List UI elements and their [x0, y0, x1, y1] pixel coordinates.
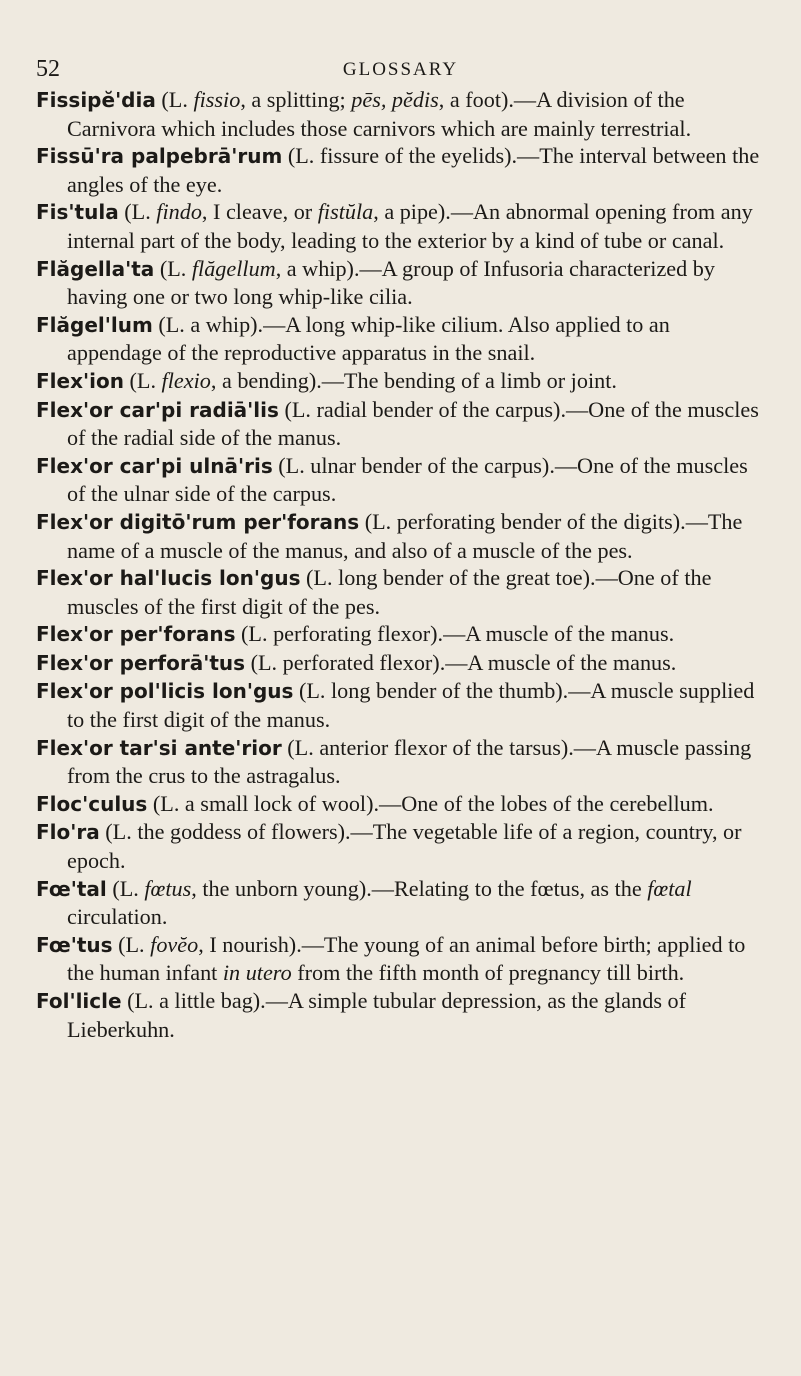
glossary-entry — [36, 452, 770, 508]
page-number: 52 — [36, 56, 60, 82]
entry-definition-text: , a splitting; — [240, 87, 352, 112]
entry-headword: Flex'or car'pi ulnā'ris — [36, 453, 273, 478]
entry-definition-text: (L. a whip).—A long whip-like cilium. Also applied to an appendage of the reproductive apparatus in the snail. — [67, 311, 670, 366]
glossary-entries — [36, 86, 770, 1043]
entry-headword: Fissū'ra palpebrā'rum — [36, 144, 283, 169]
entry-italic-term: fœtus — [144, 875, 192, 901]
entry-definition-text: circulation. — [67, 904, 168, 930]
entry-headword: Flex'or digitō'rum per'forans — [36, 509, 360, 534]
entry-headword: Fœ'tus — [36, 932, 113, 957]
glossary-entry — [36, 198, 770, 254]
entry-italic-term: fistŭla — [317, 199, 374, 225]
entry-definition-text: (L. anterior flexor of the tarsus).—A muscle passing from the crus to the astragalus. — [67, 734, 752, 789]
entry-headword: Flex'or perforā'tus — [36, 650, 246, 675]
entry-italic-term: fovĕo — [150, 931, 199, 957]
glossary-entry — [36, 508, 770, 564]
entry-definition-text: , a whip).—A group of Infusoria characterized by having one or two long whip-like cilia. — [67, 255, 715, 310]
entry-headword: Flex'ion — [36, 368, 124, 393]
entry-italic-term: pēs, pĕdis — [351, 87, 439, 112]
page-header — [0, 0, 801, 96]
entry-definition-text: (L. — [154, 255, 192, 281]
glossary-entry — [36, 367, 770, 396]
entry-italic-term: findo — [156, 199, 202, 225]
entry-definition-text: , a foot).—A division of the Carnivora which includes those carnivors which are mainly terrestrial. — [67, 87, 692, 141]
entry-headword: Flex'or per'forans — [36, 622, 236, 647]
glossary-entry — [36, 818, 770, 874]
entry-definition-text: (L. radial bender of the carpus).—One of the muscles of the radial side of the manus. — [67, 396, 759, 451]
entry-headword: Flăgel'lum — [36, 312, 153, 337]
entry-definition-text: (L. — [155, 87, 194, 112]
glossary-entry — [36, 987, 770, 1043]
entry-italic-term: in utero — [222, 960, 292, 986]
entry-definition-text: (L. ulnar bender of the carpus).—One of the muscles of the ulnar side of the carpus. — [67, 452, 748, 507]
entry-headword: Flex'or tar'si ante'rior — [36, 735, 282, 760]
entry-definition-text: (L. perforated flexor).—A muscle of the manus. — [245, 649, 677, 675]
glossary-entry — [36, 564, 770, 620]
entry-headword: Fis'tula — [36, 200, 119, 225]
glossary-entry — [36, 875, 770, 931]
entry-definition-text: (L. — [112, 931, 151, 957]
entry-italic-term: fissio — [193, 87, 241, 112]
entry-definition-text: (L. — [118, 199, 157, 225]
entry-italic-term: fœtal — [647, 875, 692, 901]
entry-definition-text: (L. — [106, 875, 145, 901]
entry-definition-text: , a pipe).—An abnormal opening from any internal part of the body, leading to the exterior by a kind of tube or canal. — [67, 199, 753, 253]
entry-definition-text: (L. the goddess of flowers).—The vegetable life of a region, country, or epoch. — [67, 819, 742, 874]
entry-definition-text: (L. perforating flexor).—A muscle of the manus. — [235, 621, 675, 647]
entry-definition-text: (L. long bender of the great toe).—One of the muscles of the first digit of the pes. — [67, 565, 712, 619]
entry-definition-text: (L. a little bag).—A simple tubular depression, as the glands of Lieberkuhn. — [67, 988, 686, 1042]
entry-definition-text: , the unborn young).—Relating to the fœtus, as the — [191, 875, 648, 901]
glossary-entry — [36, 677, 770, 733]
entry-definition-text: (L. long bender of the thumb).—A muscle supplied to the first digit of the manus. — [67, 678, 755, 733]
entry-headword: Flex'or pol'licis lon'gus — [36, 679, 294, 704]
glossary-entry — [36, 620, 770, 649]
entry-headword: Fol'licle — [36, 989, 122, 1013]
entry-definition-text: , I nourish).—The young of an animal before birth; applied to the human infant — [67, 931, 746, 986]
entry-headword: Floc'culus — [36, 791, 148, 816]
entry-definition-text: , a bending).—The bending of a limb or joint. — [210, 367, 617, 393]
entry-definition-text: (L. fissure of the eyelids).—The interval between the angles of the eye. — [67, 143, 760, 197]
glossary-entry — [36, 790, 770, 819]
glossary-entry — [36, 931, 770, 987]
entry-definition-text: (L. — [123, 367, 162, 393]
entry-headword: Flăgella'ta — [36, 256, 155, 281]
glossary-entry — [36, 311, 770, 367]
entry-definition-text: (L. perforating bender of the digits).—The name of a muscle of the manus, and also of a muscle of the pes. — [67, 508, 743, 563]
entry-definition-text: from the fifth month of pregnancy till birth. — [291, 960, 685, 986]
entry-headword: Fissipĕ'dia — [36, 88, 156, 112]
running-head: GLOSSARY — [342, 59, 459, 80]
entry-italic-term: flexio — [161, 367, 211, 393]
entry-italic-term: flăgellum — [191, 255, 276, 281]
glossary-entry — [36, 734, 770, 790]
entry-headword: Fœ'tal — [36, 876, 107, 901]
glossary-entry — [36, 255, 770, 311]
glossary-entry — [36, 142, 770, 198]
glossary-entry — [36, 396, 770, 452]
entry-definition-text: (L. a small lock of wool).—One of the lobes of the cerebellum. — [147, 790, 714, 816]
entry-headword: Flex'or car'pi radiā'lis — [36, 397, 279, 422]
entry-definition-text: , I cleave, or — [201, 199, 318, 225]
entry-headword: Flex'or hal'lucis lon'gus — [36, 566, 301, 591]
glossary-entry — [36, 649, 770, 678]
entry-headword: Flo'ra — [36, 820, 100, 845]
glossary-entry — [36, 86, 770, 142]
